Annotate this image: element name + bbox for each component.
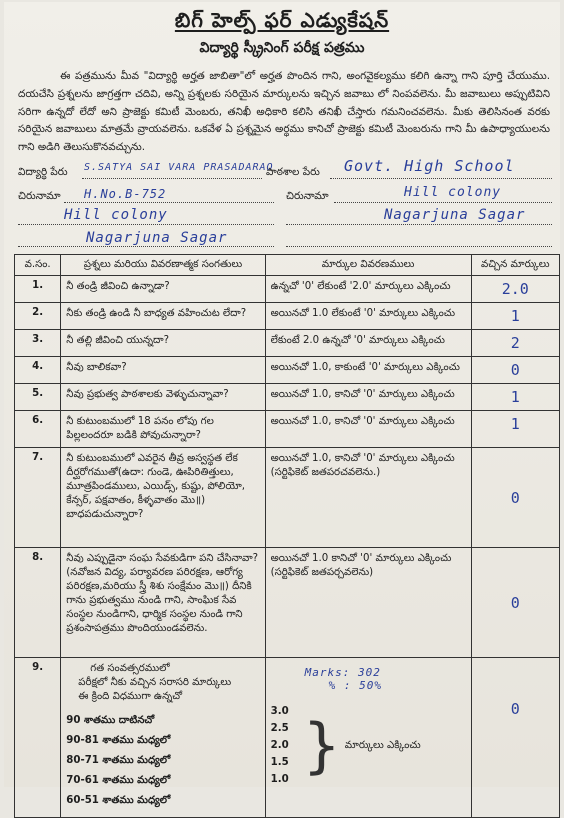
row-number: 4. — [15, 357, 61, 384]
table-row — [15, 330, 560, 357]
row-mark[interactable]: 2 — [471, 330, 560, 357]
row-number: 9. — [15, 658, 61, 818]
school-address-line — [334, 202, 552, 203]
document-subtitle: విద్యార్థి స్క్రీనింగ్ పరీక్ష పత్రము — [199, 40, 365, 56]
question-line: గత సంవత్సరములో — [90, 663, 170, 674]
table-row — [15, 548, 560, 658]
instructions-paragraph: ఈ పత్రమును మీవ "విద్యార్థి అర్హత జాబితా"లో అర్హత పొందిన గాని, అంగవైకల్యము కలిగి ఉన్నా గాని పూర్తి చేయుము. దయచేసి ప్రశ్నలను జాగ్రత్తగా చదివి, అన్ని ప్రశ్నలకు సరియైన మార్కులను ఇచ్చిన జవాబు లో నింపవలెను. మీ జవాబులు అప్పుటివిని సరిగా ఉన్నదో లేదో అని ప్రాజెక్టు కమిటీ మెంబరు, తనిఖీ అధికారి కలిసి తనిఖీ చేస్తారు గమనించవలెను. మీకు తెలిసినంత వరకు సరియైన జవాబులు మాత్రమే వ్రాయవలెను. ఒకవేళ ఏ ప్రశ్నమైన అర్థము కానిచో ప్రాజెక్టు కమిటీ మెంబరును గాని మీ ఉపాధ్యాయులను గాని అడిగి తెలుసుకొనవచ్చును. — [18, 70, 550, 154]
table-row — [15, 448, 560, 548]
student-name-line — [82, 178, 262, 179]
grade-row: 80-71 శాతము మధ్యలో — [66, 755, 171, 766]
student-address-value[interactable]: H.No.B-752 — [84, 187, 167, 201]
row-number: 8. — [15, 548, 61, 658]
grade-score: 1.5 — [270, 757, 289, 768]
question-line: పరీక్షలో నీకు వచ్చిన సరాసరి మార్కులు — [78, 677, 232, 688]
row-question: నీవు ప్రభుత్వ పాఠశాలకు వెళ్ళుచున్నావా? — [61, 384, 265, 411]
row-number: 6. — [15, 411, 61, 448]
screening-table — [14, 254, 560, 818]
row-question: నీ కుటుంబములో 18 పనం లోపు గల పిల్లలందరూ బడికి పోవుచున్నారా? — [61, 411, 265, 448]
row-mark[interactable]: 0 — [471, 357, 560, 384]
row-number: 7. — [15, 448, 61, 548]
row-number: 5. — [15, 384, 61, 411]
row-rule: అయినచో 1.0, కానిచో '0' మార్కులు ఎక్కించు — [265, 384, 471, 411]
grade-row: 70-61 శాతము మధ్యలో — [66, 775, 171, 786]
table-header-row — [15, 255, 560, 276]
row-rule — [265, 548, 471, 658]
row-question: నీ తండ్రి జీవించి ఉన్నాడా? — [61, 276, 265, 303]
row-rule: ఉన్నచో '0' లేకుంటే '2.0' మార్కులు ఎక్కించు — [265, 276, 471, 303]
header-marks: వచ్చిన మార్కులు — [471, 255, 560, 276]
row-number: 3. — [15, 330, 61, 357]
grade-row: 90-81 శాతము మధ్యలో — [66, 735, 171, 746]
grade-score: 3.0 — [270, 706, 289, 717]
student-address-label: చిరునామా — [18, 190, 61, 202]
row-rule-note: (సర్టిఫికెట్ జతపర్చవలెను) — [270, 567, 374, 578]
grade-row: 60-51 శాతము మధ్యలో — [66, 795, 171, 806]
row-rule: అయినచో 1.0, కాకుంటే '0' మార్కులు ఎక్కించు — [265, 357, 471, 384]
school-address-label: చిరునామా — [286, 190, 329, 202]
row-question: నీ కుటుంబములో ఎవరైన తీవ్ర అస్వస్థత లేక దీర్ఘరోగముతో(ఉదా: గుండె, ఊపిరితిత్తులు, మూత్రపిండములు, ఎయిడ్స్, కుష్టు, పోలియో, కేన్సర్, పక్షవాతం, కీళ్ళవాతం మొ॥) బాధపడుచున్నారా? — [61, 448, 265, 548]
header-rule: మార్కుల వివరణములు — [265, 255, 471, 276]
row-mark[interactable]: 1 — [471, 384, 560, 411]
row-question: నీవు ఎప్పుడైనా సంఘ సేవకుడిగా పని చేసినావా? (నవోజన విద్య, పర్యావరణ పరిరక్షణ, ఆరోగ్య పరిరక్షణ,మరియు స్త్రీ శిశు సంక్షేమం మొ॥) దీనికి గాను ప్రభుత్వము నుండి గాని, సాంఘిక సేవ సంస్థల నుండిగాని, ధార్మిక సంస్థల నుండి గాని ప్రశంసాపత్రము పొందియుండవలెను. — [61, 548, 265, 658]
school-address-line-2 — [286, 224, 552, 225]
school-name-line — [330, 178, 552, 179]
school-address-value-2[interactable]: Nagarjuna Sagar — [384, 207, 526, 223]
row-mark[interactable]: 2.0 — [471, 276, 560, 303]
row-rule: లేకుంటే 2.0 ఉన్నచో '0' మార్కులు ఎక్కించు — [265, 330, 471, 357]
row-mark[interactable]: 0 — [471, 658, 560, 818]
row-mark[interactable]: 0 — [471, 548, 560, 658]
student-address-line-3 — [18, 246, 274, 247]
document-sheet — [4, 2, 560, 806]
student-name-label: విద్యార్థి పేరు — [18, 166, 68, 178]
grade-score: 2.5 — [270, 723, 289, 734]
row-rule: అయినచో 1.0 లేకుంటే '0' మార్కులు ఎక్కించు — [265, 303, 471, 330]
row-question — [61, 658, 265, 818]
table-row — [15, 384, 560, 411]
header-serial: వ.సం. — [15, 255, 61, 276]
row-rule-text: మార్కులు ఎక్కించు — [344, 739, 421, 751]
student-address-value-3[interactable]: Nagarjuna Sagar — [86, 230, 228, 246]
school-address-line-3 — [286, 246, 552, 247]
header-question: ప్రశ్నలు మరియు వివరణాత్మక సంగతులు — [61, 255, 265, 276]
row-question: నీకు తండ్రి ఉండి నీ బాధ్యత వహించుట లేదా? — [61, 303, 265, 330]
table-row — [15, 303, 560, 330]
school-name-label: పాఠశాల పేరు — [266, 166, 320, 178]
row-rule — [265, 448, 471, 548]
row-mark[interactable]: 0 — [471, 448, 560, 548]
grade-score: 1.0 — [270, 774, 289, 785]
handwritten-marks-note: Marks: 302 — [304, 666, 381, 679]
student-address-line — [64, 202, 274, 203]
row-rule: అయినచో 1.0, కానిచో '0' మార్కులు ఎక్కించు — [265, 411, 471, 448]
row-rule-text: అయినచో 1.0 కానిచో '0' మార్కులు ఎక్కించు — [270, 553, 452, 564]
document-title: బిగ్ హెల్ప్ ఫర్ ఎడ్యుకేషన్ — [174, 8, 390, 32]
table-row — [15, 276, 560, 303]
row-rule — [265, 658, 471, 818]
question-line: ఈ క్రింది విధముగా ఉన్నచో — [78, 691, 183, 702]
row-rule-text: అయినచో 1.0, కానిచో '0' మార్కులు ఎక్కించు — [270, 453, 455, 464]
table-row — [15, 411, 560, 448]
student-address-value-2[interactable]: Hill colony — [64, 207, 168, 223]
brace-icon: } — [302, 710, 341, 781]
row-question: నీ తల్లి జీవించి యున్నదా? — [61, 330, 265, 357]
student-address-line-2 — [18, 224, 274, 225]
row-question: నీవు బాలికవా? — [61, 357, 265, 384]
handwritten-percent-note: % : 50% — [328, 679, 382, 692]
student-name-value[interactable]: S.SATYA SAI VARA PRASADARAO — [84, 162, 274, 173]
row-number: 1. — [15, 276, 61, 303]
row-number: 2. — [15, 303, 61, 330]
school-address-value[interactable]: Hill colony — [404, 185, 502, 200]
row-mark[interactable]: 1 — [471, 303, 560, 330]
table-row — [15, 357, 560, 384]
row-mark[interactable]: 1 — [471, 411, 560, 448]
row-rule-note: (సర్టిఫికెట్ జతపరచవలెను.) — [270, 467, 381, 478]
grade-score: 2.0 — [270, 740, 289, 751]
grade-row: 90 శాతము దాటినచో — [66, 715, 155, 726]
school-name-value[interactable]: Govt. High School — [344, 157, 515, 175]
table-row — [15, 658, 560, 818]
